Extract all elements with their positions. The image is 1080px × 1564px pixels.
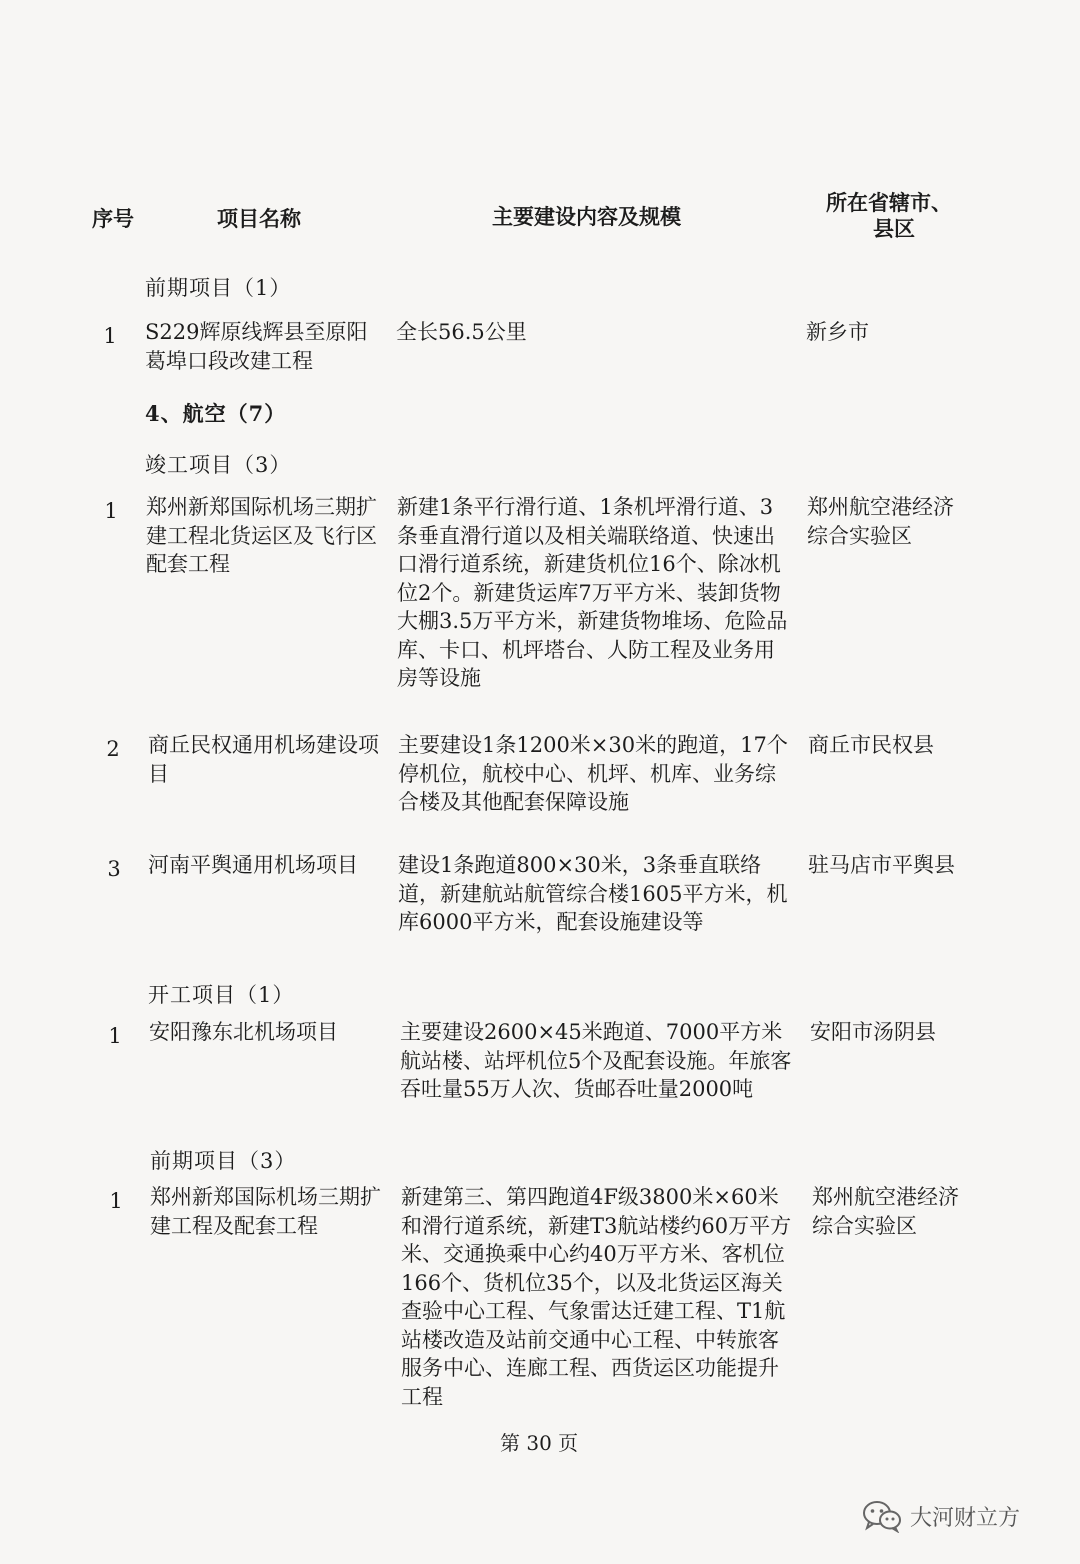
project-content: 全长56.5公里 — [396, 320, 527, 344]
page-number: 第 30 页 — [500, 1431, 579, 1455]
category-heading: 4、航空（7） — [145, 401, 287, 426]
project-location: 郑州航空港经济综合实验区 — [812, 1185, 959, 1238]
project-location: 新乡市 — [806, 320, 869, 344]
project-location: 安阳市汤阴县 — [810, 1020, 936, 1044]
row-number: 2 — [106, 737, 120, 761]
row-number: 1 — [104, 499, 118, 523]
header-name: 项目名称 — [217, 207, 301, 231]
section-label: 前期项目（3） — [150, 1149, 297, 1173]
section-label: 开工项目（1） — [148, 983, 295, 1007]
header-content: 主要建设内容及规模 — [492, 205, 681, 229]
section-label: 竣工项目（3） — [145, 453, 292, 477]
row-number: 1 — [108, 1024, 122, 1048]
project-name: 河南平舆通用机场项目 — [148, 853, 358, 877]
row-number: 1 — [109, 1189, 123, 1213]
project-location: 商丘市民权县 — [808, 733, 934, 757]
row-number: 3 — [107, 857, 121, 881]
wechat-icon — [862, 1499, 902, 1533]
project-name: 郑州新郑国际机场三期扩建工程及配套工程 — [150, 1185, 381, 1238]
header-no: 序号 — [92, 207, 134, 231]
project-name: 郑州新郑国际机场三期扩建工程北货运区及飞行区配套工程 — [146, 495, 377, 576]
row-number: 1 — [103, 324, 117, 348]
watermark — [862, 1499, 1020, 1533]
project-name: 安阳豫东北机场项目 — [149, 1020, 338, 1044]
header-location-line1: 所在省辖市、 — [826, 191, 952, 215]
project-location: 郑州航空港经济综合实验区 — [807, 495, 954, 548]
watermark-text: 大河财立方 — [910, 1505, 1021, 1531]
project-name: 商丘民权通用机场建设项目 — [148, 733, 379, 786]
project-content: 主要建设1条1200米×30米的跑道，17个停机位，航校中心、机坪、机库、业务综合楼及其他配套保障设施 — [398, 733, 788, 814]
project-content: 新建第三、第四跑道4F级3800米×60米和滑行道系统，新建T3航站楼约60万平方米、交通换乘中心约40万平方米、客机位166个、货机位35个，以及北货运区海关查验中心工程、气象雷达迁建工程、T1航站楼改造及站前交通中心工程、中转旅客服务中心、连廊工程、西货运区功能提升工程 — [401, 1185, 792, 1409]
header-location-line2: 县区 — [873, 217, 915, 241]
section-label: 前期项目（1） — [145, 276, 292, 300]
project-content: 新建1条平行滑行道、1条机坪滑行道、3条垂直滑行道以及相关端联络道、快速出口滑行道系统，新建货机位16个、除冰机位2个。新建货运库7万平方米、装卸货物大棚3.5万平方米，新建货物堆场、危险品库、卡口、机坪塔台、人防工程及业务用房等设施 — [397, 495, 788, 690]
project-content: 主要建设2600×45米跑道、7000平方米航站楼、站坪机位5个及配套设施。年旅客吞吐量55万人次、货邮吞吐量2000吨 — [400, 1020, 792, 1101]
project-location: 驻马店市平舆县 — [808, 853, 955, 877]
project-name: S229辉原线辉县至原阳葛埠口段改建工程 — [145, 320, 368, 373]
project-content: 建设1条跑道800×30米，3条垂直联络道，新建航站航管综合楼1605平方米，机库6000平方米，配套设施建设等 — [398, 853, 788, 934]
